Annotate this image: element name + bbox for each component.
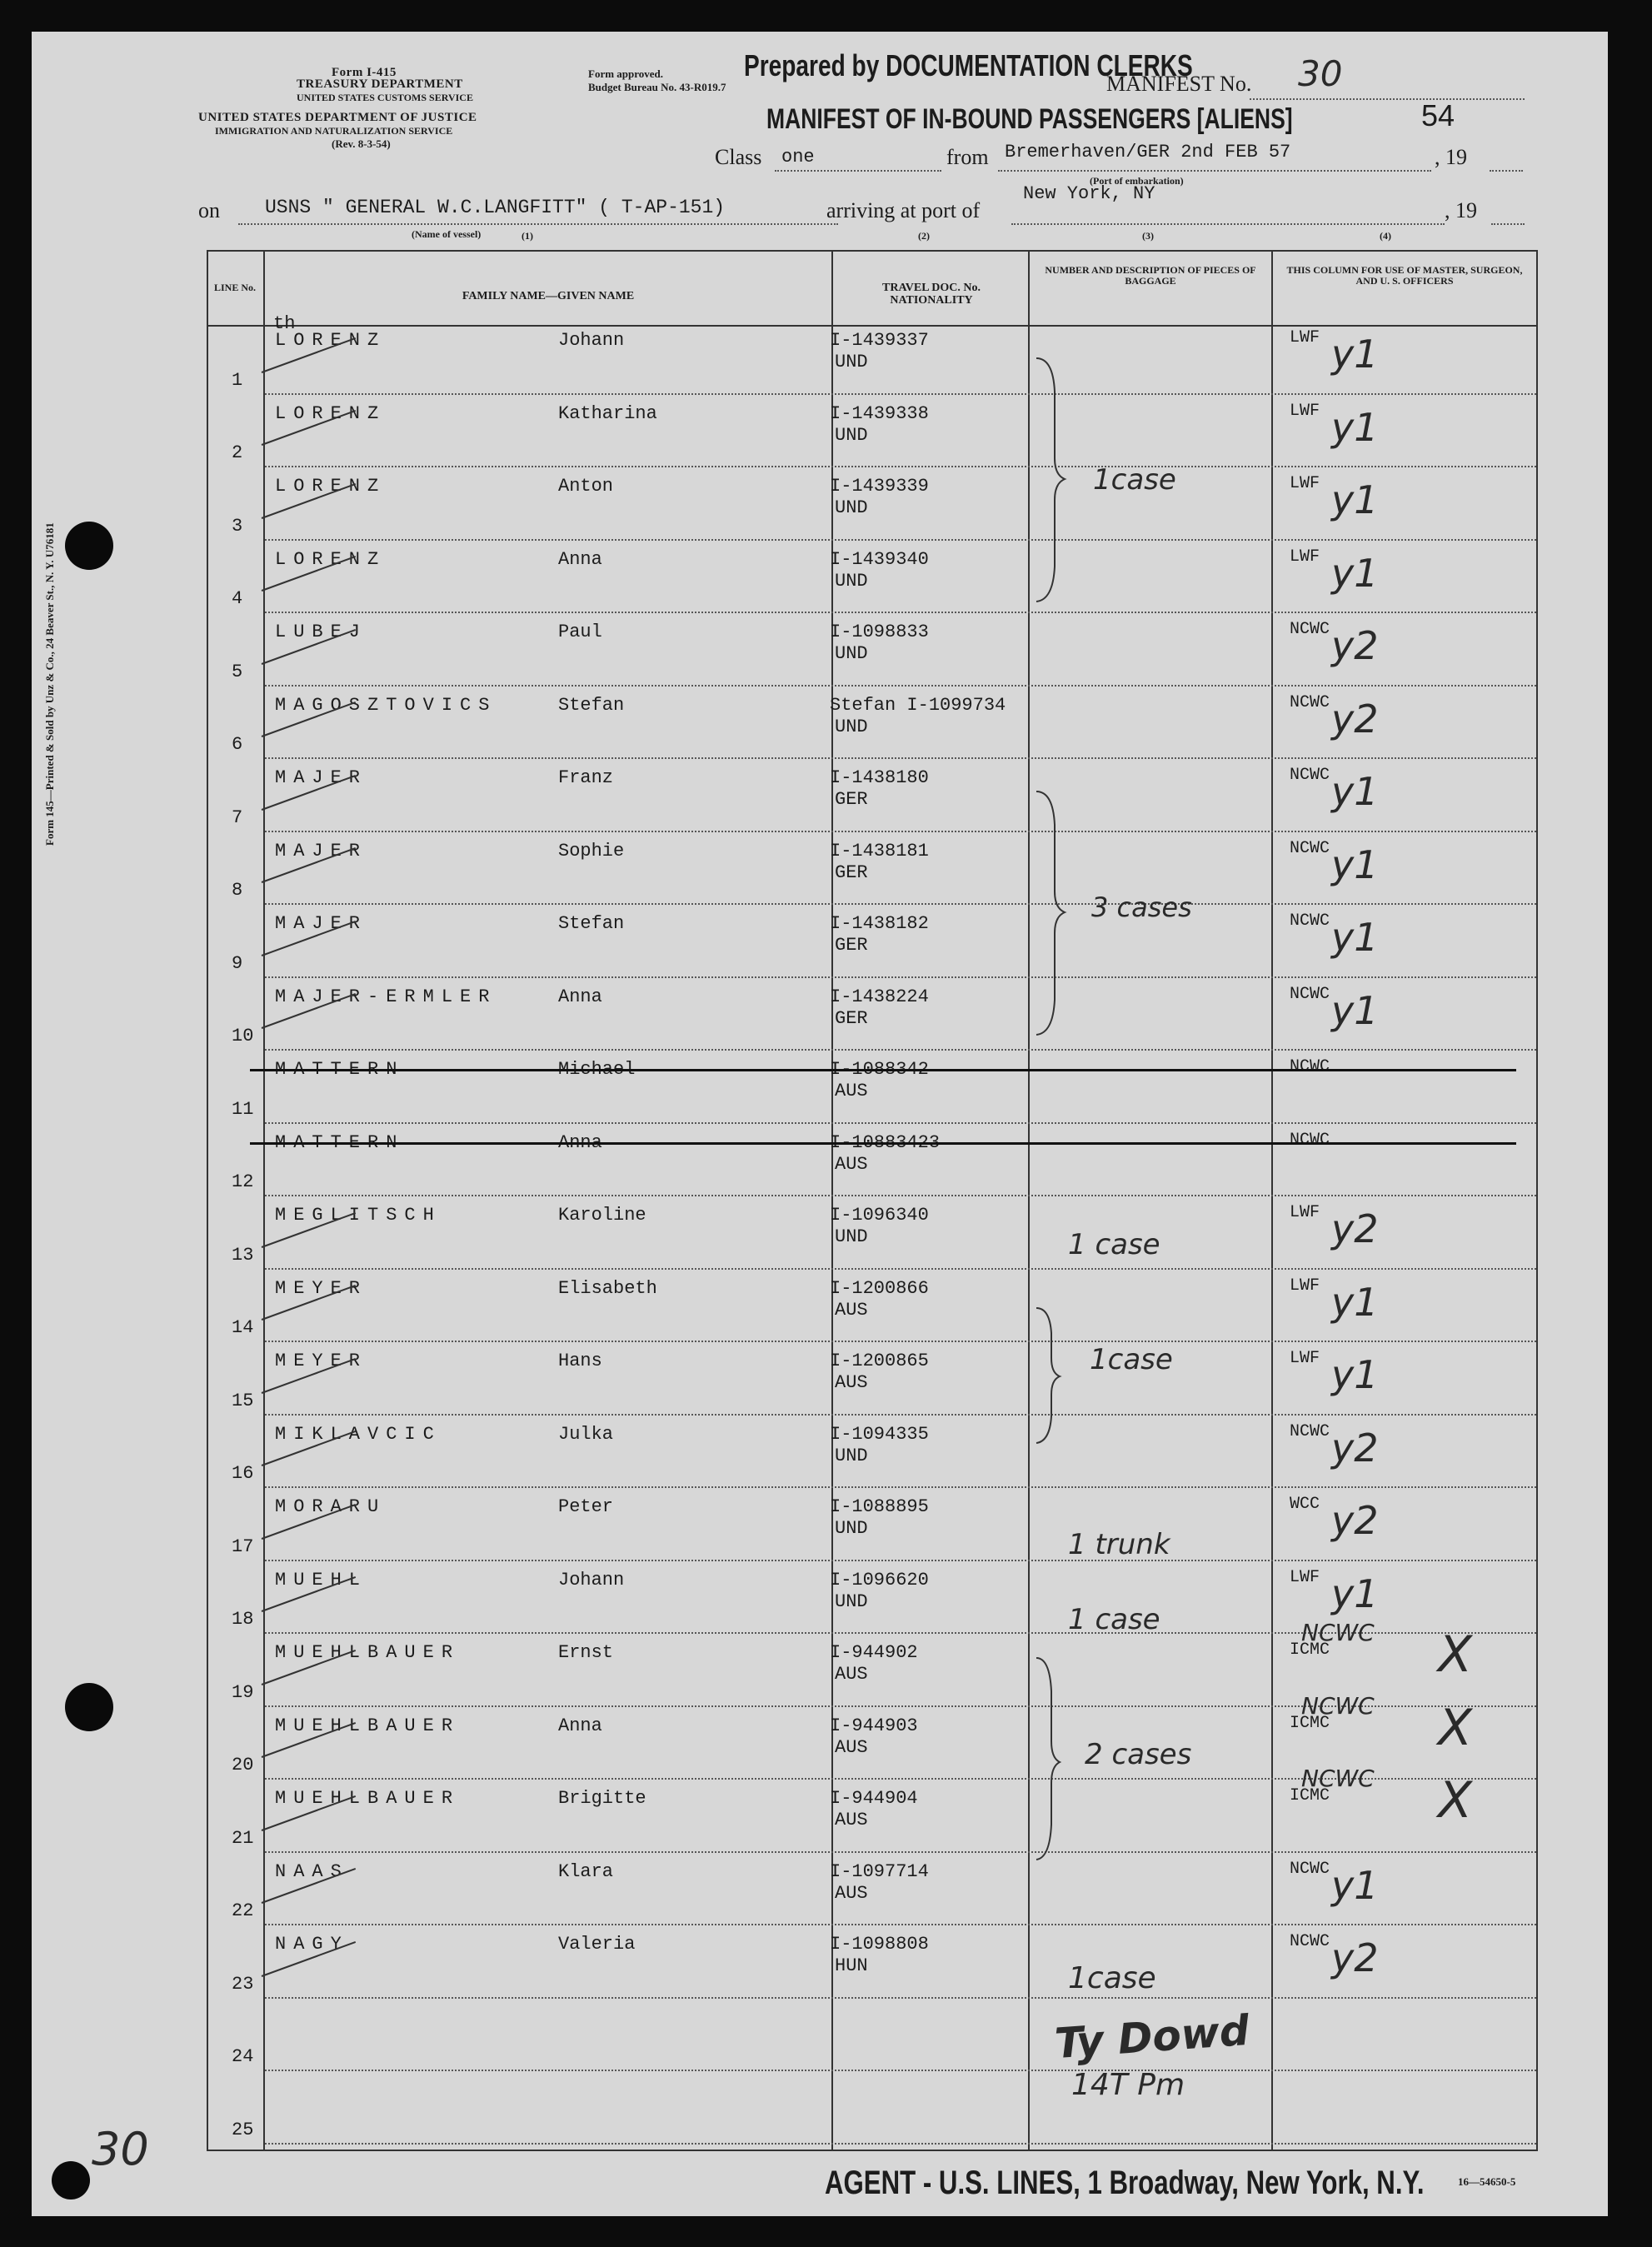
ins-title: IMMIGRATION AND NATURALIZATION SERVICE: [215, 125, 453, 137]
table-row: [32, 544, 1608, 617]
agency: NCWC: [1290, 1859, 1330, 1879]
manifest-no-line: [1250, 98, 1525, 100]
nationality: UND: [835, 716, 868, 737]
travel-doc: I-1200866: [830, 1277, 929, 1299]
travel-doc: I-1098808: [830, 1934, 929, 1955]
nationality: AUS: [835, 1081, 868, 1101]
officer-mark: y1: [1331, 915, 1379, 960]
form-number: Form I-415: [332, 66, 397, 79]
travel-doc: I-1438180: [830, 767, 929, 788]
row-dotted-rule: [265, 393, 1536, 395]
travel-doc: I-1439339: [830, 476, 929, 497]
given-name: Sophie: [558, 840, 625, 861]
nationality: GER: [835, 789, 868, 810]
line-number: 25: [232, 2119, 254, 2140]
officer-mark: y2: [1331, 1206, 1379, 1251]
signature: Ty Dowd: [1053, 2005, 1251, 2069]
class-value: one: [781, 147, 815, 167]
agency: LWF: [1290, 401, 1320, 421]
nationality: AUS: [835, 1664, 868, 1685]
table-row: [32, 1273, 1608, 1346]
baggage-note-3: 1 case: [1068, 1228, 1160, 1261]
strike-line: [250, 1069, 1516, 1071]
agency: NCWC: [1290, 984, 1330, 1004]
given-name: Peter: [558, 1496, 614, 1517]
family-name: MAJER: [275, 913, 368, 934]
col-num-3: (3): [1142, 230, 1154, 242]
agency: NCWC: [1290, 1932, 1330, 1951]
officer-mark: y1: [1331, 841, 1379, 887]
travel-doc: I-1438224: [830, 986, 929, 1007]
officer-mark: y1: [1331, 769, 1379, 814]
family-name: MAGOSZTOVICS: [275, 694, 497, 716]
nationality: AUS: [835, 1372, 868, 1393]
vessel-line: [238, 223, 838, 225]
line-number: 18: [232, 1609, 254, 1630]
year-line: [1490, 170, 1523, 172]
nationality: AUS: [835, 1736, 868, 1758]
officer-mark: y2: [1331, 623, 1379, 668]
travel-doc: I-1438182: [830, 913, 929, 934]
agency-handwritten: NCWC: [1301, 1691, 1375, 1720]
given-name: Anton: [558, 476, 614, 497]
agency: LWF: [1290, 547, 1320, 567]
travel-doc: I-1439337: [830, 330, 929, 351]
given-name: Michael: [558, 1059, 636, 1080]
brace-group-2: [1036, 791, 1065, 1035]
on-label: on: [198, 198, 220, 222]
th-mark: th: [273, 313, 296, 334]
brace-group-4: [1036, 1658, 1060, 1860]
col-line-header: LINE No.: [213, 282, 256, 293]
nationality: UND: [835, 570, 868, 592]
agency: LWF: [1290, 1349, 1320, 1368]
line-number: 16: [232, 1463, 254, 1484]
row-dotted-rule: [265, 2143, 1536, 2145]
agency: NCWC: [1290, 692, 1330, 712]
table-row: [32, 1419, 1608, 1492]
port-embark-note: (Port of embarkation): [1090, 175, 1184, 187]
row-dotted-rule: [265, 1486, 1536, 1488]
nationality: UND: [835, 497, 868, 518]
nationality: AUS: [835, 1810, 868, 1830]
row-dotted-rule: [265, 1924, 1536, 1925]
col-num-4: (4): [1380, 230, 1391, 242]
agency: NCWC: [1290, 911, 1330, 931]
baggage-note-6: 1 case: [1068, 1603, 1160, 1636]
given-name: Julka: [558, 1423, 614, 1445]
agency: LWF: [1290, 328, 1320, 347]
officer-mark: y2: [1331, 1935, 1379, 1980]
arrival-port: New York, NY: [1023, 183, 1155, 204]
given-name: Anna: [558, 1715, 602, 1736]
family-name: MATTERN: [275, 1131, 405, 1153]
row-dotted-rule: [265, 1122, 1536, 1124]
table-row: [32, 1054, 1608, 1127]
nationality: AUS: [835, 1153, 868, 1175]
nationality: UND: [835, 1590, 868, 1612]
arrival-line: [1011, 223, 1445, 225]
family-name: LUBEJ: [275, 622, 368, 642]
travel-doc: I-1094335: [830, 1423, 929, 1445]
given-name: Stefan: [558, 694, 625, 716]
family-name: MEGLITSCH: [275, 1205, 442, 1226]
line-number: 20: [232, 1755, 254, 1775]
travel-doc: I-1438181: [830, 840, 929, 861]
row-dotted-rule: [265, 1268, 1536, 1270]
family-name: MAJER: [275, 840, 368, 861]
row-dotted-rule: [265, 757, 1536, 759]
line-number: 19: [232, 1681, 254, 1703]
manifest-label: MANIFEST No.: [1106, 72, 1252, 96]
baggage-note-2: 3 cases: [1091, 891, 1192, 923]
row-dotted-rule: [265, 976, 1536, 978]
agency: ICMC: [1290, 1786, 1330, 1805]
agency: LWF: [1290, 1567, 1320, 1587]
baggage-note-1: 1case: [1093, 463, 1176, 497]
table-row: [32, 398, 1608, 472]
row-dotted-rule: [265, 685, 1536, 687]
given-name: Elisabeth: [558, 1277, 657, 1299]
nationality: UND: [835, 1445, 868, 1466]
given-name: Franz: [558, 767, 614, 788]
table-row: [32, 471, 1608, 544]
vessel-note: (Name of vessel): [412, 228, 482, 240]
row-dotted-rule: [265, 1414, 1536, 1416]
family-name: LORENZ: [275, 476, 387, 497]
line-number: 7: [232, 806, 243, 828]
given-name: Anna: [558, 1131, 602, 1153]
from-value: Bremerhaven/GER 2nd FEB 57: [1005, 142, 1291, 162]
given-name: Katharina: [558, 402, 657, 424]
doj-title: UNITED STATES DEPARTMENT OF JUSTICE: [198, 111, 477, 124]
signature-sub: 14T Pm: [1071, 2068, 1185, 2102]
line-number: 5: [232, 661, 243, 682]
table-row: [32, 762, 1608, 836]
strike-line: [250, 1142, 1516, 1145]
prepared-by: Prepared by DOCUMENTATION CLERKS: [744, 48, 1193, 82]
punch-hole-bottom: [52, 2161, 90, 2200]
table-row: [32, 1346, 1608, 1419]
table-row: [32, 2002, 1608, 2075]
nationality: AUS: [835, 1882, 868, 1904]
row-dotted-rule: [265, 831, 1536, 832]
footer-code: 16—54650-5: [1458, 2175, 1516, 2188]
travel-doc: I-1096340: [830, 1205, 929, 1226]
family-name: LORENZ: [275, 330, 387, 351]
row-dotted-rule: [265, 612, 1536, 613]
row-dotted-rule: [265, 903, 1536, 905]
given-name: Karoline: [558, 1205, 646, 1226]
row-dotted-rule: [265, 2070, 1536, 2071]
treasury-dept: TREASURY DEPARTMENT: [297, 77, 463, 91]
baggage-note-8: 1case: [1068, 1961, 1156, 1995]
travel-doc: I-1097714: [830, 1860, 929, 1882]
line-number: 12: [232, 1171, 254, 1192]
travel-doc: I-1098833: [830, 622, 929, 642]
line-number: 3: [232, 515, 243, 537]
baggage-note-7: 2 cases: [1085, 1738, 1192, 1771]
table-row: [32, 1200, 1608, 1273]
officer-mark: y1: [1331, 1352, 1379, 1397]
table-row: [32, 836, 1608, 909]
manifest-page: [32, 32, 1608, 2216]
line-number: 23: [232, 1973, 254, 1995]
agency: NCWC: [1290, 1421, 1330, 1441]
family-name: MAJER: [275, 767, 368, 788]
line-number: 6: [232, 734, 243, 755]
agency: NCWC: [1290, 1130, 1330, 1150]
officer-mark: y2: [1331, 1425, 1379, 1471]
travel-doc: I-944904: [830, 1788, 918, 1809]
agency: ICMC: [1290, 1640, 1330, 1660]
side-print: Form 145—Printed & Sold by Unz & Co., 24 Beaver St., N. Y. U76181: [43, 522, 56, 846]
family-name: NAGY: [275, 1934, 349, 1955]
nationality: UND: [835, 352, 868, 372]
agency: LWF: [1290, 1276, 1320, 1296]
row-dotted-rule: [265, 539, 1536, 541]
officer-mark: X: [1438, 1771, 1473, 1830]
page-number: 54: [1421, 98, 1455, 132]
table-row: [32, 2075, 1608, 2148]
row-dotted-rule: [265, 1560, 1536, 1561]
row-dotted-rule: [265, 1049, 1536, 1051]
line-number: 24: [232, 2046, 254, 2067]
officer-mark: y1: [1331, 1862, 1379, 1908]
margin-number: 30: [92, 2123, 149, 2175]
officer-mark: y1: [1331, 332, 1379, 377]
manifest-title: MANIFEST OF IN-BOUND PASSENGERS [ALIENS]: [766, 103, 1293, 135]
row-dotted-rule: [265, 466, 1536, 467]
travel-doc: I-1088342: [830, 1059, 929, 1080]
travel-doc: I-1200865: [830, 1351, 929, 1371]
row-dotted-rule: [265, 1341, 1536, 1342]
officer-mark: y1: [1331, 987, 1379, 1033]
line-number: 22: [232, 1900, 254, 1921]
agency: ICMC: [1290, 1713, 1330, 1733]
family-name: MUEHLBAUER: [275, 1788, 461, 1809]
vessel-name: USNS " GENERAL W.C.LANGFITT" ( T-AP-151): [265, 197, 726, 218]
nationality: GER: [835, 861, 868, 883]
family-name: NAAS: [275, 1860, 349, 1882]
given-name: Ernst: [558, 1642, 614, 1663]
nationality: UND: [835, 1518, 868, 1539]
family-name: LORENZ: [275, 402, 387, 424]
agency: NCWC: [1290, 1057, 1330, 1076]
table-row: [32, 1127, 1608, 1201]
agency: LWF: [1290, 474, 1320, 493]
table-row: [32, 908, 1608, 981]
line-number: 1: [232, 369, 243, 391]
given-name: Paul: [558, 622, 602, 642]
col-officers-header: THIS COLUMN FOR USE OF MASTER, SURGEON, AND U. S. OFFICERS: [1286, 264, 1523, 287]
given-name: Johann: [558, 1569, 625, 1590]
given-name: Klara: [558, 1860, 614, 1882]
col-num-2: (2): [918, 230, 930, 242]
family-name: MUEHL: [275, 1569, 368, 1590]
row-dotted-rule: [265, 1195, 1536, 1196]
line-number: 15: [232, 1390, 254, 1411]
year-suffix-2: , 19: [1445, 198, 1477, 222]
agency: NCWC: [1290, 766, 1330, 785]
col-name-header: FAMILY NAME—GIVEN NAME: [462, 290, 635, 302]
officer-mark: y1: [1331, 1570, 1379, 1616]
line-number: 21: [232, 1827, 254, 1849]
table-row: [32, 617, 1608, 690]
line-number: 14: [232, 1317, 254, 1338]
customs-service: UNITED STATES CUSTOMS SERVICE: [297, 92, 473, 103]
line-number: 8: [232, 880, 243, 901]
given-name: Valeria: [558, 1934, 636, 1955]
travel-doc: I-1088895: [830, 1496, 929, 1517]
col-num-1: (1): [522, 230, 533, 242]
year-line-2: [1491, 223, 1525, 225]
col-doc-header: TRAVEL DOC. No. NATIONALITY: [882, 282, 981, 307]
family-name: MUEHLBAUER: [275, 1642, 461, 1663]
officer-mark: y1: [1331, 550, 1379, 596]
given-name: Hans: [558, 1351, 602, 1371]
table-row: [32, 1491, 1608, 1565]
family-name: MIKLAVCIC: [275, 1423, 442, 1445]
table-row: [32, 981, 1608, 1055]
given-name: Anna: [558, 986, 602, 1007]
year-suffix: , 19: [1435, 145, 1467, 169]
officer-mark: y1: [1331, 404, 1379, 450]
agency-handwritten: NCWC: [1301, 1765, 1375, 1792]
form-approved: Form approved.: [588, 67, 664, 80]
family-name: MATTERN: [275, 1059, 405, 1080]
manifest-number: 30: [1298, 53, 1343, 94]
brace-group-1: [1036, 358, 1065, 602]
table-row: [32, 325, 1608, 398]
nationality: UND: [835, 1226, 868, 1247]
travel-doc: I-1096620: [830, 1569, 929, 1590]
line-number: 2: [232, 442, 243, 463]
line-number: 13: [232, 1244, 254, 1266]
arriving-label: arriving at port of: [826, 198, 981, 222]
officer-mark: y1: [1331, 1279, 1379, 1325]
agency: NCWC: [1290, 620, 1330, 639]
nationality: GER: [835, 1007, 868, 1029]
agency-handwritten: NCWC: [1301, 1619, 1375, 1646]
table-row: [32, 1929, 1608, 2002]
brace-group-3: [1036, 1308, 1060, 1443]
col-bag-header: NUMBER AND DESCRIPTION OF PIECES OF BAGGAGE: [1045, 264, 1256, 287]
family-name: MEYER: [275, 1351, 368, 1371]
family-name: MEYER: [275, 1277, 368, 1299]
baggage-note-5: 1 trunk: [1068, 1528, 1170, 1561]
officer-mark: y1: [1331, 477, 1379, 522]
family-name: MUEHLBAUER: [275, 1715, 461, 1736]
class-label: Class: [715, 145, 762, 169]
officer-mark: y2: [1331, 696, 1379, 742]
agent-footer: AGENT - U.S. LINES, 1 Broadway, New York, N.Y.: [825, 2165, 1425, 2201]
line-number: 10: [232, 1026, 254, 1046]
agency: LWF: [1290, 1203, 1320, 1222]
table-row: [32, 1856, 1608, 1930]
nationality: AUS: [835, 1299, 868, 1321]
given-name: Brigitte: [558, 1788, 646, 1809]
officer-mark: y2: [1331, 1498, 1379, 1543]
from-line: [998, 170, 1431, 172]
line-number: 4: [232, 588, 243, 609]
given-name: Stefan: [558, 913, 625, 934]
from-label: from: [946, 145, 989, 169]
travel-doc: I-10883423: [830, 1131, 941, 1153]
row-dotted-rule: [265, 1851, 1536, 1853]
revision: (Rev. 8-3-54): [332, 137, 391, 150]
officer-mark: X: [1438, 1625, 1473, 1684]
class-line: [775, 170, 941, 172]
family-name: MAJER-ERMLER: [275, 986, 497, 1007]
given-name: Johann: [558, 330, 625, 351]
family-name: LORENZ: [275, 548, 387, 570]
travel-doc: I-944902: [830, 1642, 918, 1663]
nationality: UND: [835, 643, 868, 664]
line-number: 11: [232, 1098, 254, 1120]
nationality: GER: [835, 935, 868, 956]
nationality: HUN: [835, 1955, 868, 1976]
budget-bureau: Budget Bureau No. 43-R019.7: [588, 81, 726, 93]
line-number: 17: [232, 1535, 254, 1557]
travel-doc: Stefan I-1099734: [830, 694, 1006, 716]
family-name: MORARU: [275, 1496, 387, 1517]
travel-doc: I-944903: [830, 1715, 918, 1736]
line-number: 9: [232, 952, 243, 974]
agency: NCWC: [1290, 838, 1330, 858]
row-dotted-rule: [265, 1997, 1536, 1999]
baggage-note-4: 1case: [1090, 1343, 1173, 1376]
nationality: UND: [835, 424, 868, 446]
travel-doc: I-1439340: [830, 548, 929, 570]
travel-doc: I-1439338: [830, 402, 929, 424]
officer-mark: X: [1438, 1698, 1473, 1757]
agency: WCC: [1290, 1495, 1320, 1514]
table-row: [32, 690, 1608, 763]
given-name: Anna: [558, 548, 602, 570]
